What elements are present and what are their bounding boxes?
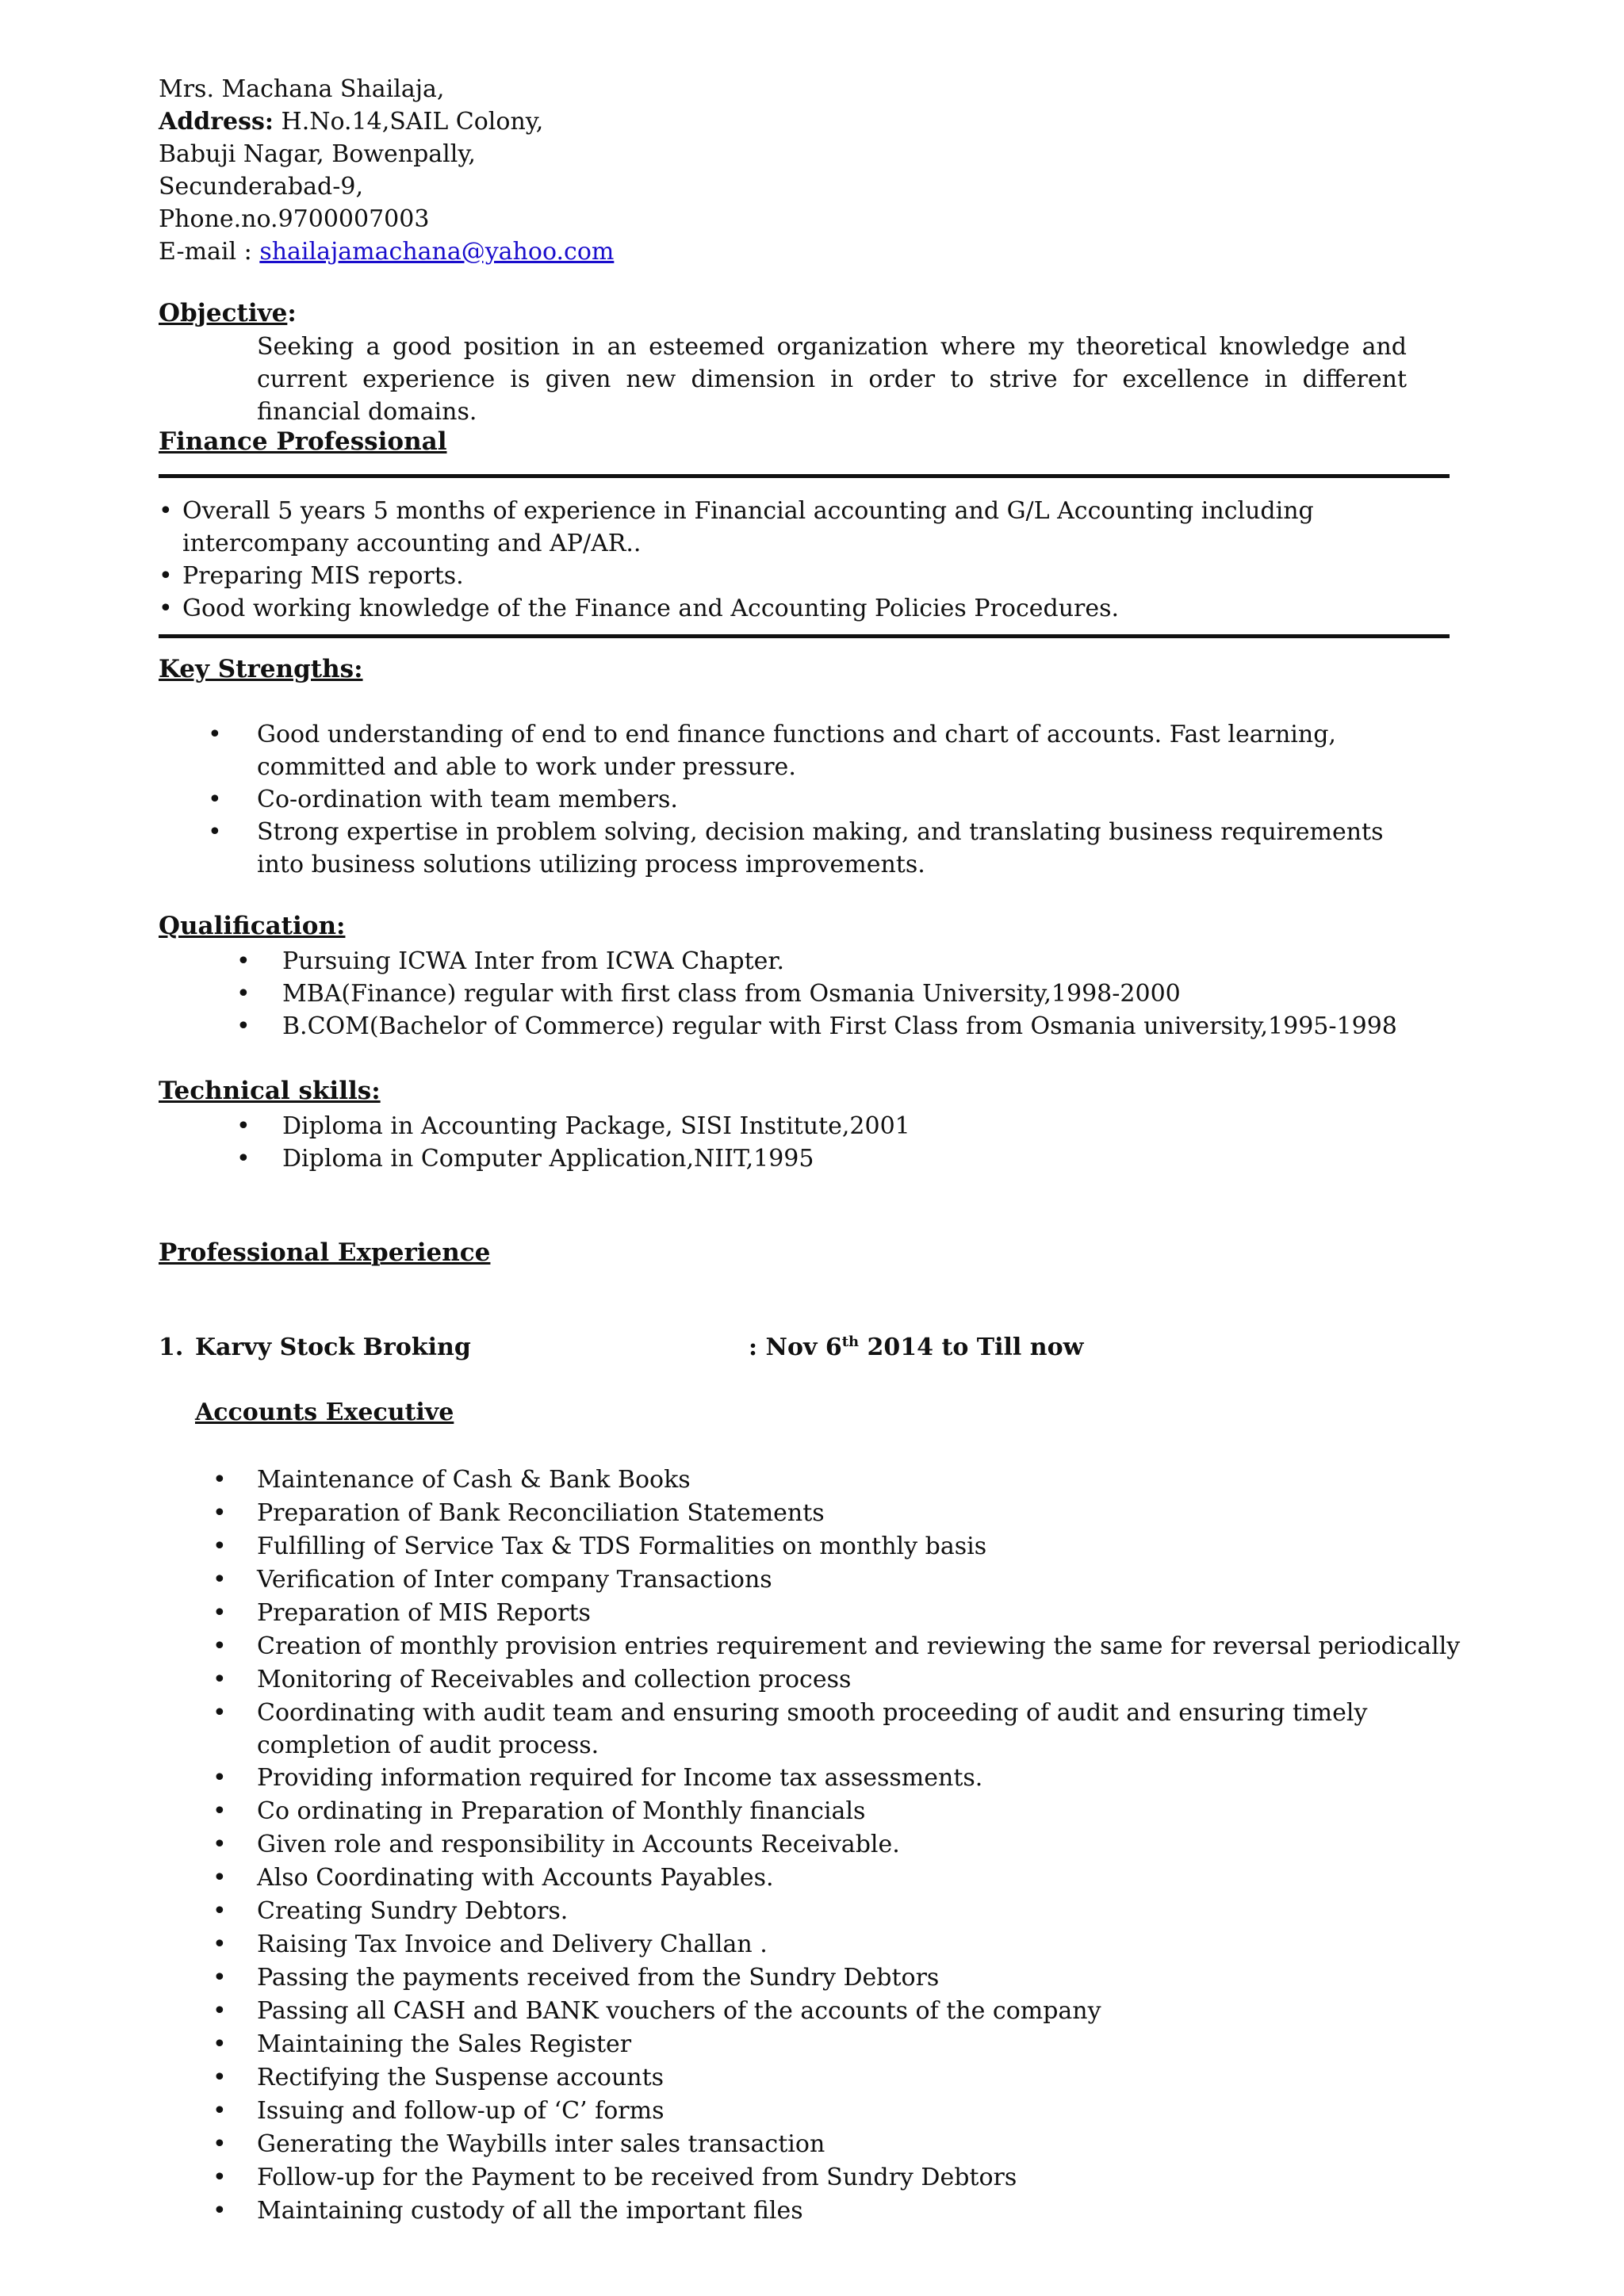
duty-item: • Given role and responsibility in Accounts Receivable. (213, 1828, 1481, 1862)
duty-item: • Co ordinating in Preparation of Monthly financials (213, 1795, 1481, 1828)
duty-item: • Passing the payments received from the Sundry Debtors (213, 1961, 1481, 1995)
job-role: Accounts Executive (195, 1399, 454, 1426)
company-name: Karvy Stock Broking (195, 1334, 471, 1361)
duty-item: • Raising Tax Invoice and Delivery Challan . (213, 1928, 1481, 1961)
finance-professional-list (159, 495, 1475, 625)
key-strengths-heading: Key Strengths: (159, 655, 363, 683)
duty-item: • Creation of monthly provision entries requirement and reviewing the same for reversal periodically (213, 1630, 1481, 1663)
duty-item: • Preparation of Bank Reconciliation Statements (213, 1497, 1481, 1530)
duty-item: • Maintaining the Sales Register (213, 2028, 1481, 2061)
duty-item: • Maintaining custody of all the important files (213, 2195, 1481, 2228)
qualification-heading: Qualification: (159, 912, 346, 940)
duty-item: • Also Coordinating with Accounts Payables. (213, 1862, 1481, 1895)
job-dates: : Nov 6th 2014 to Till now (749, 1334, 1084, 1361)
job-entry (159, 1334, 1084, 1361)
list-item: • B.COM(Bachelor of Commerce) regular with First Class from Osmania university,1995-1998 (236, 1010, 1426, 1043)
duty-item: • Preparation of MIS Reports (213, 1597, 1481, 1630)
section-divider (159, 634, 1450, 638)
duty-item: • Creating Sundry Debtors. (213, 1895, 1481, 1928)
duty-item: • Fulfilling of Service Tax & TDS Formalities on monthly basis (213, 1530, 1481, 1563)
duty-item: • Rectifying the Suspense accounts (213, 2061, 1481, 2095)
email-line (159, 235, 614, 268)
qualification-list (236, 945, 1426, 1043)
list-item: • Strong expertise in problem solving, decision making, and translating business requirements into business solutions utilizing process improvements. (208, 816, 1429, 881)
list-item: • Overall 5 years 5 months of experience in Financial accounting and G/L Accounting including intercompany accounting and AP/AR.. (159, 495, 1475, 560)
list-item: • Good understanding of end to end finance functions and chart of accounts. Fast learning, committed and able to work under pressure. (208, 718, 1429, 783)
key-strengths-list (208, 718, 1429, 881)
duty-item: • Coordinating with audit team and ensuring smooth proceeding of audit and ensuring timely completion of audit process. (213, 1697, 1481, 1762)
duty-item: • Monitoring of Receivables and collection process (213, 1663, 1481, 1697)
technical-skills-list (236, 1110, 1426, 1175)
phone-number: Phone.no.9700007003 (159, 205, 430, 233)
email-label: E-mail : (159, 238, 252, 266)
duty-item: • Follow-up for the Payment to be received from Sundry Debtors (213, 2161, 1481, 2195)
duty-item: • Issuing and follow-up of ‘C’ forms (213, 2095, 1481, 2128)
job-number: 1. (159, 1334, 184, 1361)
list-item: • Good working knowledge of the Finance and Accounting Policies Procedures. (159, 592, 1475, 625)
address-line (159, 105, 614, 138)
objective-text: Seeking a good position in an esteemed organization where my theoretical knowledge and current experience is given new dimension in order to strive for excellence in different financial domains. (257, 333, 1407, 426)
objective-heading: Objective: (159, 299, 297, 327)
candidate-name: Mrs. Machana Shailaja, (159, 75, 445, 103)
email-link[interactable]: shailajamachana@yahoo.com (259, 238, 615, 266)
list-item: • Preparing MIS reports. (159, 560, 1475, 592)
finance-professional-heading: Finance Professional (159, 427, 447, 456)
contact-header (159, 73, 614, 268)
address-line2: Babuji Nagar, Bowenpally, (159, 140, 476, 168)
duty-item: • Passing all CASH and BANK vouchers of the accounts of the company (213, 1995, 1481, 2028)
list-item: • Pursuing ICWA Inter from ICWA Chapter. (236, 945, 1426, 978)
list-item: • Co-ordination with team members. (208, 783, 1429, 816)
duty-item: • Generating the Waybills inter sales transaction (213, 2128, 1481, 2161)
duty-item: • Providing information required for Income tax assessments. (213, 1762, 1481, 1795)
section-divider (159, 474, 1450, 478)
address-line3: Secunderabad-9, (159, 173, 363, 201)
address-label: Address: (159, 108, 274, 136)
duty-item: • Verification of Inter company Transactions (213, 1563, 1481, 1597)
technical-skills-heading: Technical skills: (159, 1077, 381, 1105)
address-line1: H.No.14,SAIL Colony, (281, 108, 544, 136)
duty-item: • Maintenance of Cash & Bank Books (213, 1464, 1481, 1497)
list-item: • Diploma in Computer Application,NIIT,1995 (236, 1142, 1426, 1175)
list-item: • Diploma in Accounting Package, SISI Institute,2001 (236, 1110, 1426, 1142)
list-item: • MBA(Finance) regular with first class from Osmania University,1998-2000 (236, 978, 1426, 1010)
experience-heading: Professional Experience (159, 1238, 491, 1267)
duties-list (213, 1464, 1481, 2228)
